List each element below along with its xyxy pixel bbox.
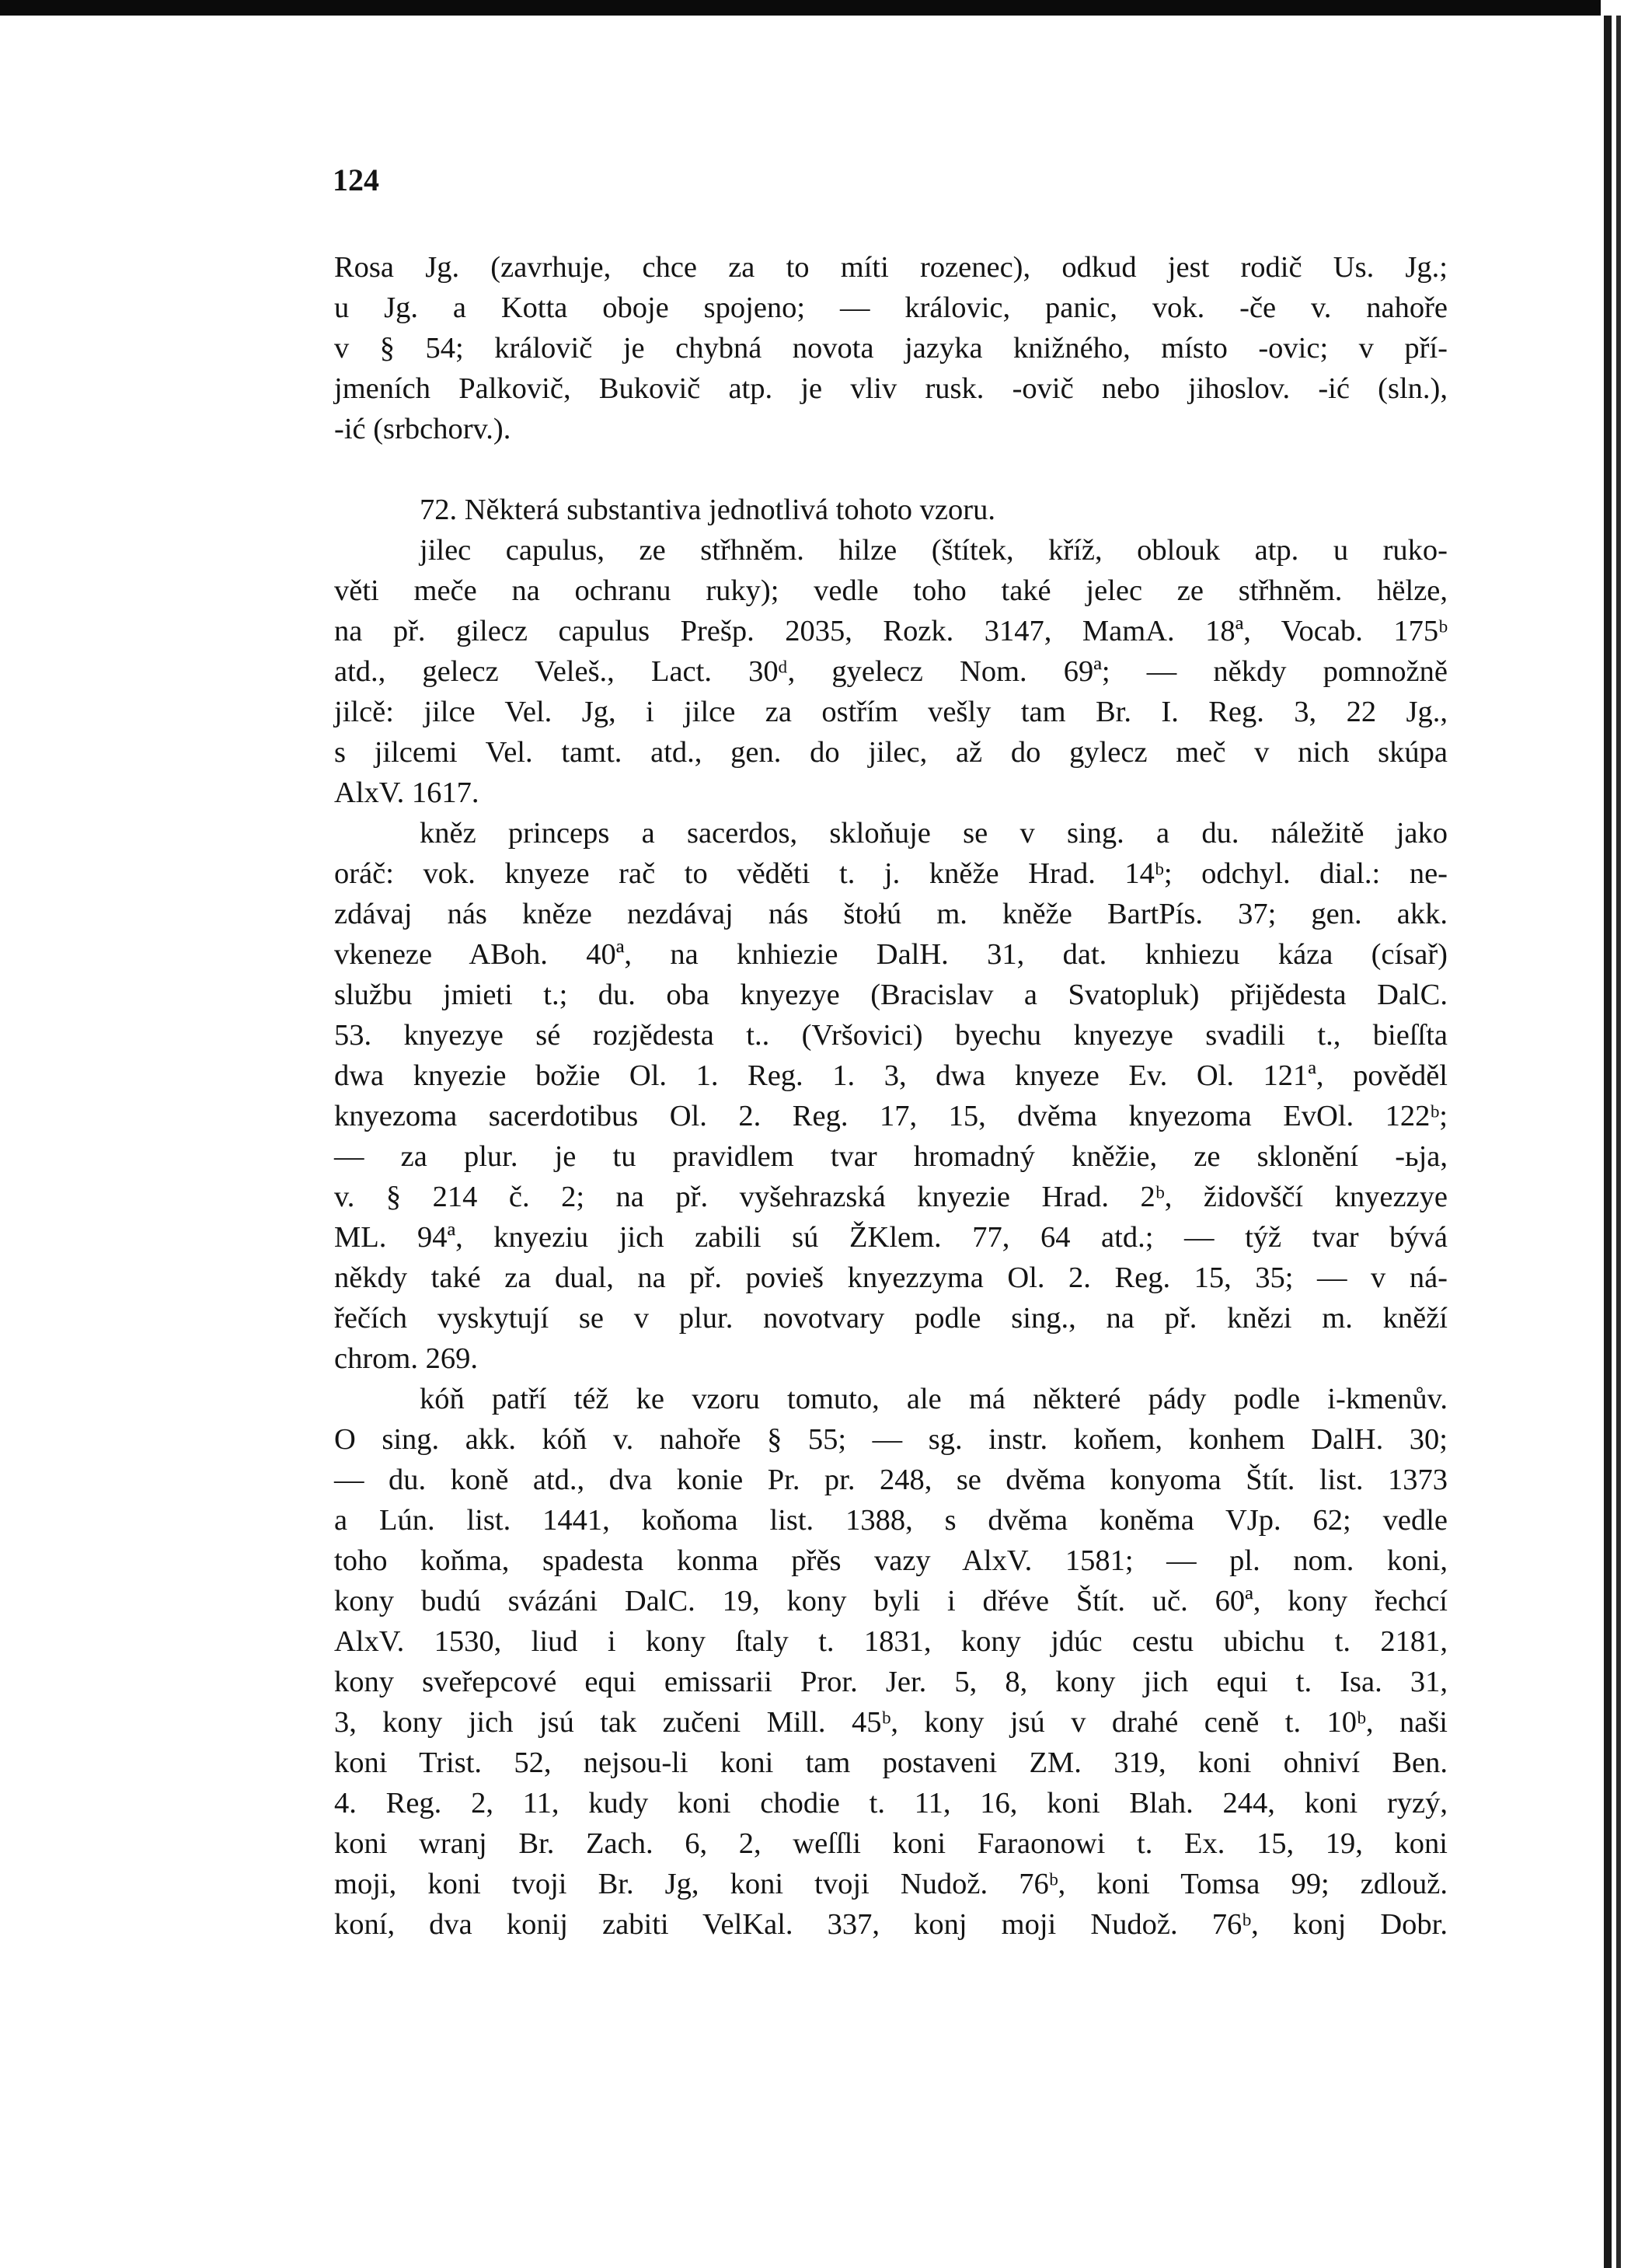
text-line: chrom. 269.: [334, 1342, 478, 1375]
text-line: na př. gilecz capulus Prešp. 2035, Rozk. 3147, MamA. 18ª, Vocab. 175ᵇ: [334, 615, 1448, 647]
text-line: dwa knyezie božie Ol. 1. Reg. 1. 3, dwa knyeze Ev. Ol. 121ª, pověděl: [334, 1059, 1448, 1092]
text-line: jilcě: jilce Vel. Jg, i jilce za ostřím vešly tam Br. I. Reg. 3, 22 Jg.,: [334, 696, 1448, 728]
text-line: AlxV. 1530, liud i kony ſtaly t. 1831, kony jdúc cestu ubichu t. 2181,: [334, 1625, 1448, 1658]
text-line: knyezoma sacerdotibus Ol. 2. Reg. 17, 15, dvěma knyezoma EvOl. 122ᵇ;: [334, 1100, 1448, 1132]
text-line: jmeních Palkovič, Bukovič atp. je vliv rusk. -ovič nebo jihoslov. -ić (sln.),: [334, 372, 1448, 405]
text-line: — du. koně atd., dva konie Pr. pr. 248, se dvěma konyoma Štít. list. 1373: [334, 1464, 1448, 1496]
text-line: oráč: vok. knyeze rač to věděti t. j. kněže Hrad. 14ᵇ; odchyl. dial.: ne-: [334, 857, 1448, 890]
text-line: službu jmieti t.; du. oba knyezye (Bracislav a Svatopluk) přijědesta DalC.: [334, 979, 1448, 1011]
text-line: — za plur. je tu pravidlem tvar hromadný kněžie, ze sklonění -ьja,: [334, 1140, 1448, 1173]
text-line: 3, kony jich jsú tak zučeni Mill. 45ᵇ, kony jsú v drahé ceně t. 10ᵇ, naši: [334, 1706, 1448, 1739]
text-line: řečích vyskytují se v plur. novotvary podle sing., na př. knězi m. kněží: [334, 1302, 1448, 1335]
text-line: jilec capulus, ze střhněm. hilze (štítek, kříž, oblouk atp. u ruko-: [420, 534, 1448, 567]
page-body: [334, 247, 1448, 1945]
scan-border-right: [1604, 16, 1612, 2268]
text-line: v § 54; královič je chybná novota jazyka knižného, místo -ovic; v pří-: [334, 332, 1448, 365]
page-number: 124: [333, 162, 379, 197]
text-line: moji, koni tvoji Br. Jg, koni tvoji Nudož. 76ᵇ, koni Tomsa 99; zdlouž.: [334, 1868, 1448, 1900]
scan-border-top: [0, 0, 1652, 16]
text-line: s jilcemi Vel. tamt. atd., gen. do jilec, až do gylecz meč v nich skúpa: [334, 736, 1448, 769]
text-line: O sing. akk. kóň v. nahoře § 55; — sg. instr. koňem, konhem DalH. 30;: [334, 1423, 1448, 1456]
text-line: a Lún. list. 1441, koňoma list. 1388, s dvěma koněma VJp. 62; vedle: [334, 1504, 1448, 1537]
section-heading: 72. Některá substantiva jednotlivá tohoto vzoru.: [420, 494, 995, 526]
text-line: Rosa Jg. (zavrhuje, chce za to míti rozenec), odkud jest rodič Us. Jg.;: [334, 251, 1448, 284]
text-line: koni wranj Br. Zach. 6, 2, weſſli koni Faraonowi t. Ex. 15, 19, koni: [334, 1827, 1448, 1860]
text-line: kony sveřepcové equi emissarii Pror. Jer. 5, 8, kony jich equi t. Isa. 31,: [334, 1666, 1448, 1698]
section-gap: [334, 449, 1448, 490]
text-line: věti meče na ochranu ruky); vedle toho také jelec ze střhněm. hëlze,: [334, 574, 1448, 607]
text-line: AlxV. 1617.: [334, 776, 479, 809]
scan-border-right-inner: [1616, 16, 1621, 2268]
text-line: -ić (srbchorv.).: [334, 413, 511, 445]
text-line: zdávaj nás kněze nezdávaj nás štołú m. kněže BartPís. 37; gen. akk.: [334, 898, 1448, 930]
text-line: v. § 214 č. 2; na př. vyšehrazská knyezie Hrad. 2ᵇ, židovščí knyezzye: [334, 1181, 1448, 1213]
text-line: kóň patří též ke vzoru tomuto, ale má některé pády podle i-kmenův.: [420, 1383, 1448, 1415]
text-line: kněz princeps a sacerdos, skloňuje se v sing. a du. náležitě jako: [420, 817, 1448, 850]
text-line: někdy také za dual, na př. povieš knyezzyma Ol. 2. Reg. 15, 35; — v ná-: [334, 1261, 1448, 1294]
text-line: atd., gelecz Veleš., Lact. 30ᵈ, gyelecz Nom. 69ª; — někdy pomnožně: [334, 655, 1448, 688]
text-line: u Jg. a Kotta oboje spojeno; — královic, panic, vok. -če v. nahoře: [334, 291, 1448, 324]
text-line: kony budú svázáni DalC. 19, kony byli i dřéve Štít. uč. 60ª, kony řechcí: [334, 1585, 1448, 1617]
text-line: toho koňma, spadesta konma přěs vazy AlxV. 1581; — pl. nom. koni,: [334, 1544, 1448, 1577]
text-line: koni Trist. 52, nejsou-li koni tam postaveni ZM. 319, koni ohniví Ben.: [334, 1746, 1448, 1779]
text-line: 4. Reg. 2, 11, kudy koni chodie t. 11, 16, koni Blah. 244, koni ryzý,: [334, 1787, 1448, 1820]
text-line: vkeneze ABoh. 40ª, na knhiezie DalH. 31, dat. knhiezu káza (císař): [334, 938, 1448, 971]
text-line: koní, dva konij zabiti VelKal. 337, konj moji Nudož. 76ᵇ, konj Dobr.: [334, 1908, 1448, 1941]
text-line: 53. knyezye sé rozjědesta t.. (Vršovici) byechu knyezye svadili t., bieſſta: [334, 1019, 1448, 1052]
text-line: ML. 94ª, knyeziu jich zabili sú ŽKlem. 77, 64 atd.; — týž tvar bývá: [334, 1221, 1448, 1254]
